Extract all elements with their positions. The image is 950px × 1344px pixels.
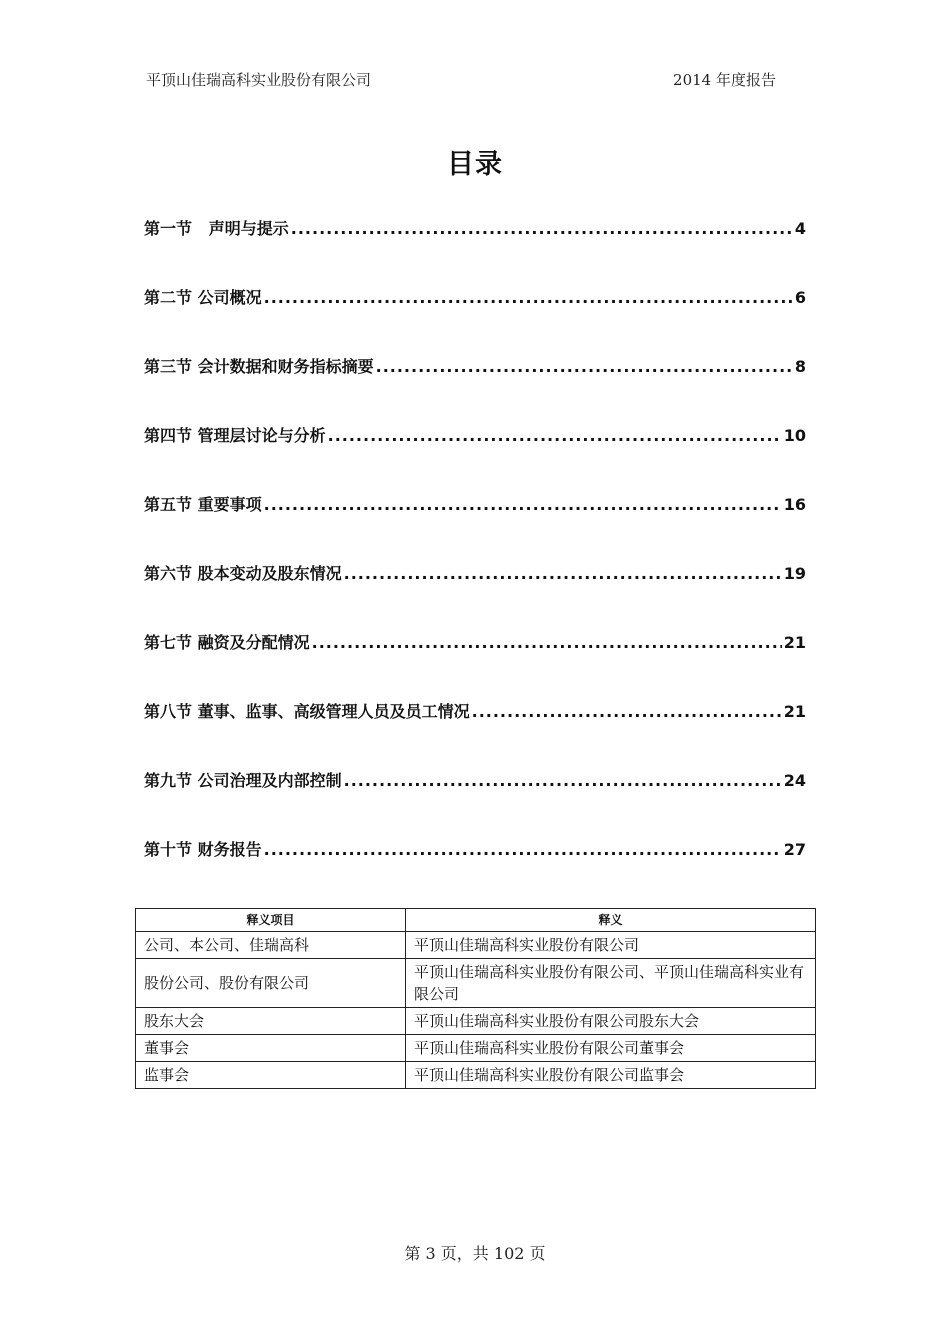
toc-leader-dots — [328, 426, 782, 445]
toc-gap — [192, 219, 209, 238]
glossary-header-row — [136, 909, 816, 932]
toc-page-number: 8 — [794, 357, 806, 376]
header-company-name: 平顶山佳瑞高科实业股份有限公司 — [146, 71, 372, 89]
glossary-definition: 平顶山佳瑞高科实业股份有限公司监事会 — [406, 1062, 816, 1089]
toc-section-name: 融资及分配情况 — [197, 633, 310, 652]
toc-entry-10[interactable] — [144, 837, 806, 906]
toc-section-name: 管理层讨论与分析 — [197, 426, 326, 445]
toc-page-number: 19 — [783, 564, 806, 583]
toc-entry-1[interactable] — [144, 216, 806, 285]
glossary-definition: 平顶山佳瑞高科实业股份有限公司、平顶山佳瑞高科实业有限公司 — [406, 959, 816, 1008]
table-row — [136, 959, 816, 1008]
toc-page-number: 27 — [783, 840, 806, 859]
toc-section-number: 第九节 — [144, 771, 193, 790]
toc-page-number: 16 — [783, 495, 806, 514]
table-row — [136, 1035, 816, 1062]
toc-leader-dots — [312, 633, 782, 652]
toc-section-name: 重要事项 — [197, 495, 262, 514]
glossary-term: 公司、本公司、佳瑞高科 — [136, 932, 406, 959]
toc-entry-7[interactable] — [144, 630, 806, 699]
toc-section-name: 声明与提示 — [208, 219, 289, 238]
toc-leader-dots — [472, 702, 782, 721]
toc-section-number: 第五节 — [144, 495, 193, 514]
toc-entry-3[interactable] — [144, 354, 806, 423]
toc-section-number: 第八节 — [144, 702, 193, 721]
toc-section-number: 第七节 — [144, 633, 193, 652]
toc-page-number: 6 — [794, 288, 806, 307]
glossary-table — [135, 908, 816, 1089]
glossary-header-definition: 释义 — [406, 909, 816, 932]
toc-entry-5[interactable] — [144, 492, 806, 561]
glossary-definition: 平顶山佳瑞高科实业股份有限公司股东大会 — [406, 1008, 816, 1035]
toc-section-number: 第四节 — [144, 426, 193, 445]
table-row — [136, 1062, 816, 1089]
glossary-term: 董事会 — [136, 1035, 406, 1062]
table-row — [136, 1008, 816, 1035]
toc-section-name: 公司治理及内部控制 — [197, 771, 342, 790]
toc-entry-4[interactable] — [144, 423, 806, 492]
table-row — [136, 932, 816, 959]
toc-leader-dots — [344, 771, 782, 790]
toc-leader-dots — [264, 288, 793, 307]
toc-section-number: 第一节 — [144, 219, 193, 238]
toc-leader-dots — [344, 564, 782, 583]
glossary-definition: 平顶山佳瑞高科实业股份有限公司 — [406, 932, 816, 959]
glossary-header-term: 释义项目 — [136, 909, 406, 932]
glossary-term: 股份公司、股份有限公司 — [136, 959, 406, 1008]
table-of-contents — [144, 216, 806, 906]
header-report-title: 2014 年度报告 — [673, 71, 776, 89]
toc-page-number: 4 — [794, 219, 806, 238]
toc-leader-dots — [376, 357, 793, 376]
toc-entry-6[interactable] — [144, 561, 806, 630]
toc-leader-dots — [264, 495, 782, 514]
glossary-definition: 平顶山佳瑞高科实业股份有限公司董事会 — [406, 1035, 816, 1062]
toc-leader-dots — [264, 840, 782, 859]
toc-section-number: 第十节 — [144, 840, 193, 859]
toc-section-number: 第六节 — [144, 564, 193, 583]
toc-section-name: 公司概况 — [197, 288, 262, 307]
toc-page-number: 21 — [783, 633, 806, 652]
toc-section-number: 第二节 — [144, 288, 193, 307]
toc-page-number: 24 — [783, 771, 806, 790]
toc-section-name: 董事、监事、高级管理人员及员工情况 — [197, 702, 470, 721]
glossary-term: 监事会 — [136, 1062, 406, 1089]
toc-title: 目录 — [447, 149, 503, 180]
toc-section-name: 财务报告 — [197, 840, 262, 859]
toc-section-name: 会计数据和财务指标摘要 — [197, 357, 374, 376]
page-footer: 第 3 页，共 102 页 — [404, 1244, 546, 1263]
toc-entry-8[interactable] — [144, 699, 806, 768]
toc-entry-9[interactable] — [144, 768, 806, 837]
toc-entry-2[interactable] — [144, 285, 806, 354]
toc-leader-dots — [291, 219, 793, 238]
toc-section-name: 股本变动及股东情况 — [197, 564, 342, 583]
toc-section-number: 第三节 — [144, 357, 193, 376]
glossary-term: 股东大会 — [136, 1008, 406, 1035]
toc-page-number: 10 — [783, 426, 806, 445]
toc-page-number: 21 — [783, 702, 806, 721]
